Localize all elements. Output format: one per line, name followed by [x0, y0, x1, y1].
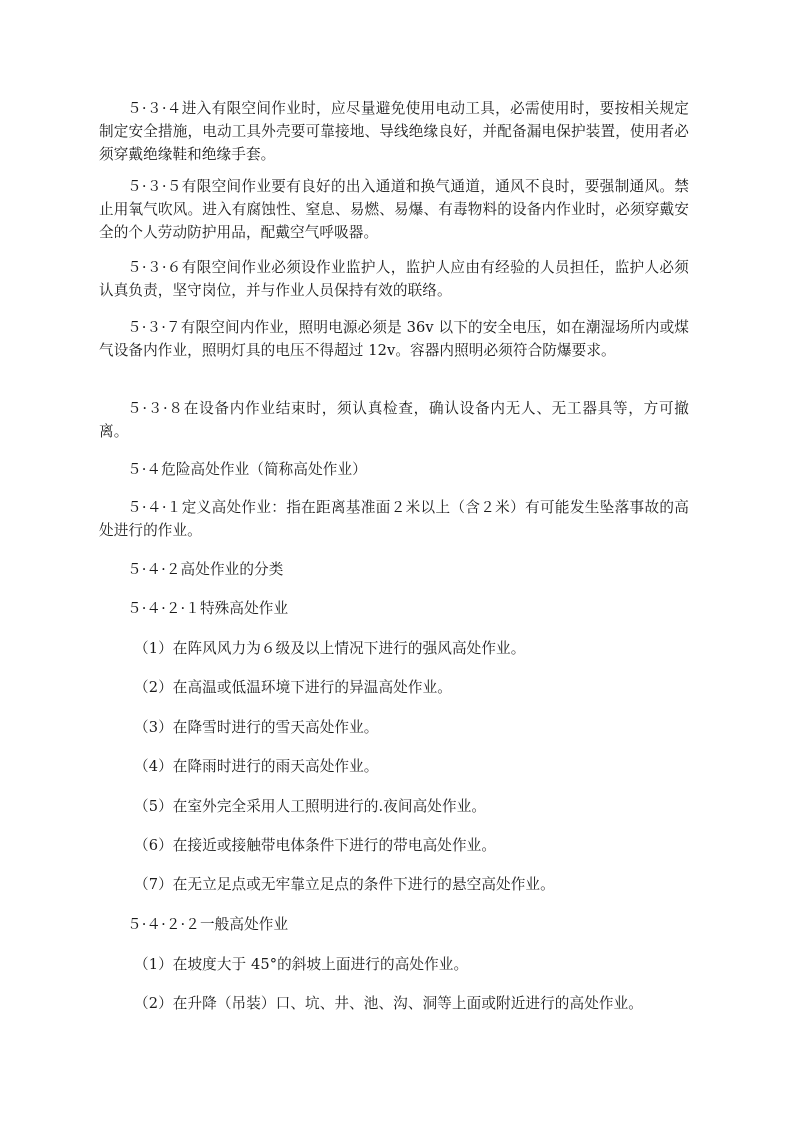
- list-item: （1）在阵风风力为６级及以上情况下进行的强风高处作业。: [134, 640, 526, 657]
- list-item: （1）在坡度大于 45°的斜坡上面进行的高处作业。: [134, 956, 469, 973]
- list-item: （3）在降雪时进行的雪天高处作业。: [134, 719, 379, 736]
- paragraph-5-3-4: ５·３·４进入有限空间作业时，应尽量避免使用电动工具，必需使用时，要按相关规定制定安全措施，电动工具外壳要可靠接地、导线绝缘良好，并配备漏电保护装置，使用者必须穿戴绝缘鞋和绝缘手套。: [99, 100, 689, 163]
- paragraph-5-3-5: ５·３·５有限空间作业要有良好的出入通道和换气通道，通风不良时，要强制通风。禁止用氧气吹风。进入有腐蚀性、窒息、易燃、易爆、有毒物料的设备内作业时，必须穿戴安全的个人劳动防护用品，配戴空气呼吸器。: [99, 178, 689, 241]
- paragraph-5-4-1: ５·４·１定义高处作业：指在距离基准面２米以上（含２米）有可能发生坠落事故的高处进行的作业。: [99, 499, 689, 539]
- heading-5-4-2-1: ５·４·２·１特殊高处作业: [127, 600, 289, 617]
- heading-5-4-2-2: ５·４·２·２一般高处作业: [127, 916, 289, 933]
- heading-5-4: ５·４危险高处作业（简称高处作业）: [127, 461, 367, 478]
- list-item: （6）在接近或接触带电体条件下进行的带电高处作业。: [134, 837, 497, 854]
- heading-5-4-2: ５·４·２高处作业的分类: [127, 561, 284, 578]
- paragraph-5-3-7: ５·３·７有限空间内作业，照明电源必须是 36v 以下的安全电压，如在潮湿场所内或煤气设备内作业，照明灯具的电压不得超过 12v。容器内照明必须符合防爆要求。: [99, 319, 689, 359]
- list-item: （5）在室外完全采用人工照明进行的.夜间高处作业。: [134, 798, 487, 815]
- paragraph-5-3-8: ５·３·８在设备内作业结束时，须认真检查，确认设备内无人、无工器具等，方可撤离。: [99, 400, 689, 440]
- paragraph-5-3-6: ５·３·６有限空间作业必须设作业监护人，监护人应由有经验的人员担任，监护人必须认真负责，坚守岗位，并与作业人员保持有效的联络。: [99, 259, 689, 299]
- list-item: （2）在升降（吊装）口、坑、井、池、沟、洞等上面或附近进行的高处作业。: [134, 995, 643, 1012]
- list-item: （2）在高温或低温环境下进行的异温高处作业。: [134, 679, 452, 696]
- list-item: （7）在无立足点或无牢靠立足点的条件下进行的悬空高处作业。: [134, 876, 555, 893]
- list-item: （4）在降雨时进行的雨天高处作业。: [134, 758, 379, 775]
